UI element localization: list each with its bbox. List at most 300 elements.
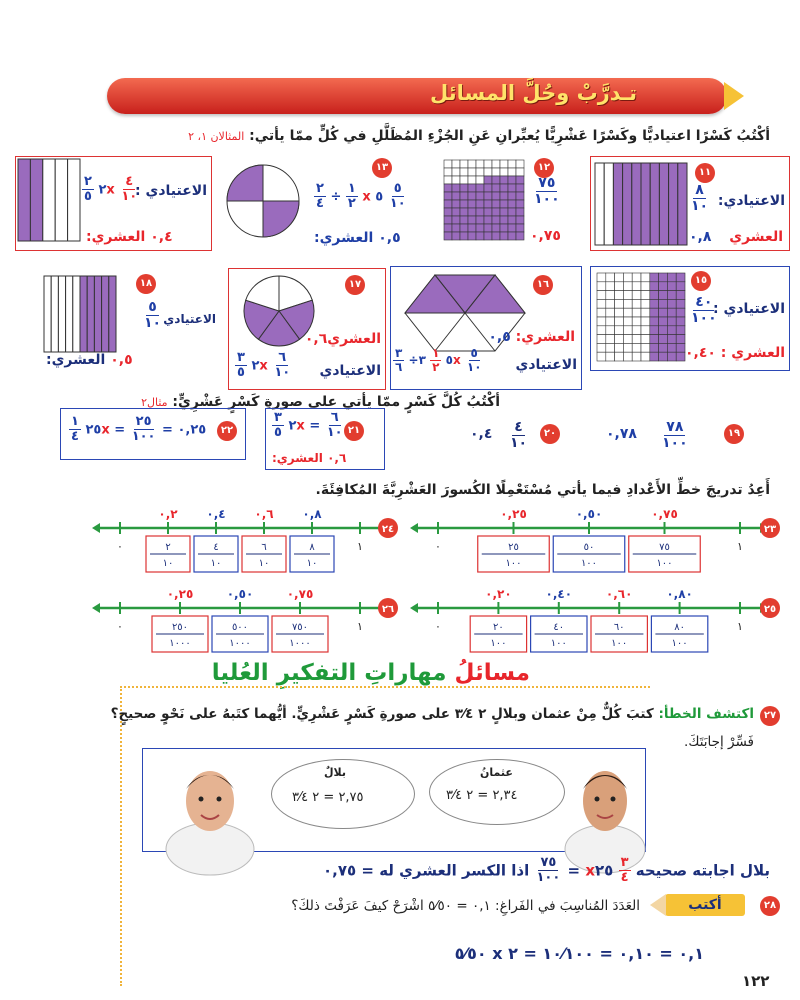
higher-order-skills-heading [212, 660, 530, 686]
exercise-badge: ١٥ [691, 271, 711, 291]
decimal-top-label: ٠,٥٠ [575, 507, 603, 521]
grid-cell [500, 216, 508, 224]
dotted-divider [120, 686, 650, 688]
exercise-badge-label: ٢٣ [763, 524, 777, 535]
grid-cell [650, 282, 659, 291]
grid-cell [623, 343, 632, 352]
exercise-badge-label: ٢٦ [381, 604, 395, 615]
working-fractions: $\frac{٦}{١٠}$ ٢x $\frac{٣}{٥}$ [237, 350, 291, 381]
grid-cell [484, 184, 492, 192]
grid-cell [659, 308, 668, 317]
grid-cell [641, 273, 650, 282]
grid-cell [468, 184, 476, 192]
tick-label-zero: ٠ [117, 620, 123, 633]
working-fractions: $\frac{٦}{١٠}$ = ٢x $\frac{٣}{٥}$ [274, 410, 343, 441]
grid-cell [468, 232, 476, 240]
grid-cell [444, 176, 452, 184]
grid-cell [468, 192, 476, 200]
grid-cell [484, 192, 492, 200]
grid-cell [606, 326, 615, 335]
grid-cell [606, 308, 615, 317]
grid-cell [492, 208, 500, 216]
grid-cell [500, 184, 508, 192]
answer-27: بلال اجابته صحيحه $\frac{٣}{٤}$ x٢٥ = $\frac{٧٥}{١٠٠}$ اذا الكسر العشري له = ٠,٧٥ [323, 855, 770, 886]
exercise-17 [228, 268, 386, 390]
grid-cell [508, 232, 516, 240]
grid-cell [667, 335, 676, 344]
bar-cell [68, 159, 80, 241]
grid-cell [623, 308, 632, 317]
instruction-1-ref: المثالان ١، ٢ [188, 130, 245, 143]
grid-cell [500, 208, 508, 216]
write-pencil-label: أكتب [665, 894, 745, 916]
grid-cell [444, 224, 452, 232]
grid-cell [597, 335, 606, 344]
grid-cell [623, 273, 632, 282]
exercise-badge: ١٢ [534, 158, 554, 178]
grid-cell [468, 160, 476, 168]
grid-cell [659, 317, 668, 326]
grid-cell [468, 176, 476, 184]
number-line-26 [92, 587, 398, 652]
grid-cell [452, 160, 460, 168]
grid-cell [460, 224, 468, 232]
question-27-text: كتبَ كُلٌّ مِنْ عثمان وبلالٍ ٢ ٣⁄٤ على صورةِ كَسْرٍ عَشْرِيٍّ. أيُّهما كتَبهُ على نَحْوٍ صحيحٍ؟ [110, 706, 654, 722]
grid-cell [492, 200, 500, 208]
decimal-top-label: ٠,٧٥ [286, 587, 314, 601]
common-fraction: $\frac{٤}{١٠}$ [510, 419, 528, 452]
fraction-denominator: ١٠ [162, 558, 174, 569]
grid-cell [597, 317, 606, 326]
grid-cell [444, 208, 452, 216]
grid-cell [641, 326, 650, 335]
grid-cell [676, 273, 685, 282]
decimal-row: ٠,٦ العشري: [272, 451, 347, 465]
bar-cell [73, 276, 80, 352]
grid-cell [452, 216, 460, 224]
grid-cell [632, 317, 641, 326]
grid-cell [676, 317, 685, 326]
grid-cell [667, 299, 676, 308]
fraction-denominator: ١٠٠٠ [169, 638, 191, 649]
grid-cell [667, 326, 676, 335]
grid-cell [615, 308, 624, 317]
fraction-denominator: ١٠٠ [490, 638, 507, 649]
grid-cell [632, 343, 641, 352]
bilal-answer: ٢,٧٥ = ٢ ٣⁄٤ [292, 790, 364, 805]
fraction-numerator: ٢٥ [508, 542, 519, 553]
grid-cell [676, 308, 685, 317]
tick-label-zero: ٠ [117, 540, 123, 553]
instruction-2-text: أكْتُبُ كُلَّ كَسْرٍ ممّا يأتي على صورةِ كَسْرٍ عَشْرِيٍّ: [172, 394, 500, 410]
grid-cell [641, 282, 650, 291]
grid-cell [606, 299, 615, 308]
decimal-top-label: ٠,٨٠ [666, 587, 693, 601]
grid-cell [650, 352, 659, 361]
grid-cell [476, 208, 484, 216]
exercise-20 [466, 420, 586, 456]
exercise-22 [60, 408, 246, 460]
fraction-denominator: ١٠٠ [505, 558, 522, 569]
bar-cell [641, 163, 650, 245]
bar-cell [678, 163, 687, 245]
decimal-value: ٠,٧٥ [530, 228, 561, 244]
working-fractions: $\frac{٤}{١٠}$ ٢x $\frac{٢}{٥}$ [84, 174, 138, 205]
grid-cell [606, 335, 615, 344]
decimal-row: العشري : ٠,٤٠ [684, 345, 785, 361]
grid-cell [508, 200, 516, 208]
grid-cell [667, 352, 676, 361]
arrow-left-icon [410, 523, 418, 533]
bar-cell [632, 163, 641, 245]
common-fraction: $\frac{٤٠}{١٠٠}$ [691, 294, 717, 327]
exercise-badge-28: ٢٨ [760, 896, 780, 916]
grid-cell [484, 200, 492, 208]
grid-cell [468, 200, 476, 208]
grid-cell [597, 299, 606, 308]
exercise-badge: ٢٢ [217, 421, 237, 441]
grid-cell [516, 208, 524, 216]
section-banner [107, 78, 727, 114]
grid-cell [676, 282, 685, 291]
grid-cell [623, 352, 632, 361]
grid-cell [452, 224, 460, 232]
bar-cell [595, 163, 604, 245]
grid-cell [444, 184, 452, 192]
grid-cell [676, 335, 685, 344]
working-fractions: $\frac{٥}{١٠}$ ٥ x $\frac{١}{٢}$ ÷ $\frac{٢}{٤}$ [316, 181, 406, 212]
grid-cell [492, 160, 500, 168]
question-27-explain: فَسِّرْ إجابَتَكَ. [684, 734, 754, 750]
grid-cell [615, 291, 624, 300]
grid-cell [516, 200, 524, 208]
grid-cell [632, 352, 641, 361]
arrow-left-icon [92, 603, 100, 613]
grid-cell [444, 192, 452, 200]
grid-cell [500, 224, 508, 232]
grid-cell [444, 168, 452, 176]
fraction-denominator: ١٠٠ [611, 638, 628, 649]
grid-cell [452, 232, 460, 240]
grid-cell [452, 184, 460, 192]
grid-cell [516, 168, 524, 176]
tick-label-one: ١ [357, 620, 363, 633]
grid-cell [659, 291, 668, 300]
decimal-top-label: ٠,٢٥ [500, 507, 527, 521]
grid-cell [641, 317, 650, 326]
othman-bubble [429, 759, 565, 825]
decimal-row: العشري٠,٦ [304, 331, 381, 347]
banner-arrow-icon [724, 82, 744, 110]
exercise-badge-27: ٢٧ [760, 706, 780, 726]
grid-cell [606, 352, 615, 361]
grid-cell [476, 232, 484, 240]
fraction-numerator: ٧٥٠ [291, 622, 309, 633]
arrow-left-icon [92, 523, 100, 533]
grid-cell [452, 200, 460, 208]
number-lines-svg [0, 500, 800, 670]
grid-cell [468, 208, 476, 216]
grid-cell [460, 184, 468, 192]
grid-cell [615, 317, 624, 326]
othman-avatar [563, 761, 647, 851]
number-line-25 [410, 587, 780, 652]
instruction-1 [188, 128, 770, 144]
decimal-top-label: ٠,٦٠ [605, 587, 633, 601]
grid-cell [623, 282, 632, 291]
exercise-14 [15, 156, 212, 251]
grid-cell [650, 291, 659, 300]
grid-cell [516, 184, 524, 192]
common-label: الاعتيادي: [717, 193, 785, 209]
grid-cell [632, 335, 641, 344]
grid-cell [500, 192, 508, 200]
grid-cell [597, 343, 606, 352]
common-fraction: $\frac{٥}{١٠}$ [144, 299, 162, 332]
grid-cell [623, 299, 632, 308]
grid-cell [484, 176, 492, 184]
grid-cell [632, 299, 641, 308]
grid-cell [667, 343, 676, 352]
grid-cell [632, 291, 641, 300]
tick-label-one: ١ [357, 540, 363, 553]
exercise-11 [590, 156, 790, 251]
banner-title: تـدرَّبْ وحُلَّ المسائل [430, 81, 637, 105]
bilal-name: بلالٌ [324, 766, 347, 779]
answer-28: ٠,١ = ٠,١٠ = ١٠⁄١٠٠ = ٢ x ٥⁄٥٠ [454, 944, 704, 963]
grid-cell [508, 176, 516, 184]
bar-cell [623, 163, 632, 245]
grid-cell [492, 176, 500, 184]
bar-cell [87, 276, 94, 352]
grid-cell [659, 352, 668, 361]
number-lines [0, 500, 800, 670]
grid-cell [676, 326, 685, 335]
grid-cell [460, 168, 468, 176]
bilal-avatar [165, 761, 255, 851]
fraction-numerator: ٦ [261, 542, 267, 553]
answer-27-text: بلال اجابته صحيحه [635, 861, 770, 880]
grid-cell [492, 232, 500, 240]
grid-cell [516, 176, 524, 184]
grid-cell [484, 232, 492, 240]
grid-cell [606, 343, 615, 352]
grid-cell [484, 216, 492, 224]
bar-cell [43, 159, 55, 241]
fraction-numerator: ٢٥٠ [171, 622, 189, 633]
grid-cell [641, 299, 650, 308]
bar-cell [51, 276, 58, 352]
grid-cell [623, 317, 632, 326]
grid-cell [650, 299, 659, 308]
instruction-1-text: أكْتُبُ كَسْرًا اعتياديًّا وكَسْرًا عَشْرِيًّا يُعبِّرانِ عَنِ الجُزْءِ المُظَلَّلِ في كُلٍّ ممّا يأتي: [249, 128, 770, 144]
grid-cell [667, 282, 676, 291]
decimal-top-label: ٠,٦ [254, 507, 274, 521]
decimal-top-label: ٠,٢٠ [485, 587, 512, 601]
grid-cell [476, 200, 484, 208]
grid-cell [468, 216, 476, 224]
grid-cell [476, 160, 484, 168]
decimal-row: ٠,٥ العشري: [46, 352, 133, 368]
othman-name: عثمانُ [480, 766, 513, 779]
pencil-icon [650, 894, 666, 916]
decimal-label: العشري [729, 229, 783, 245]
grid-cell [667, 317, 676, 326]
fraction-numerator: ٦٠ [613, 622, 625, 633]
bar-cell [109, 276, 116, 352]
grid-cell [650, 326, 659, 335]
grid-cell [641, 308, 650, 317]
exercise-12 [434, 156, 584, 251]
grid-cell [597, 291, 606, 300]
fraction-numerator: ٥٠٠ [231, 622, 249, 633]
fraction-denominator: ١٠٠ [656, 558, 673, 569]
common-label: الاعتيادي [319, 363, 381, 379]
grid-cell [468, 224, 476, 232]
grid-cell [460, 232, 468, 240]
dotted-divider-vertical [120, 686, 122, 986]
bilal-bubble [271, 759, 415, 829]
exercise-badge: ١٦ [533, 275, 553, 295]
decimal-top-label: ٠,٢٥ [166, 587, 194, 601]
grid-cell [615, 343, 624, 352]
exercise-badge-label: ٢٥ [763, 604, 777, 615]
grid-cell [492, 224, 500, 232]
grid-cell [444, 216, 452, 224]
decimal-top-label: ٠,٢ [158, 507, 178, 521]
fraction-denominator: ١٠٠ [671, 638, 688, 649]
grid-cell [452, 192, 460, 200]
grid-cell [632, 326, 641, 335]
othman-answer: ٢,٣٤ = ٢ ٣⁄٤ [446, 788, 518, 803]
fraction-numerator: ٤٠ [553, 622, 565, 633]
question-27-label: اكتشف الخطأ: [658, 706, 754, 722]
grid-cell [650, 308, 659, 317]
grid-cell [516, 232, 524, 240]
grid-cell [641, 291, 650, 300]
grid-cell [676, 343, 685, 352]
grid-cell [500, 176, 508, 184]
grid-cell [484, 224, 492, 232]
fraction-numerator: ٨٠ [674, 622, 685, 633]
grid-cell [667, 291, 676, 300]
exercise-badge: ١٣ [372, 158, 392, 178]
bars-10-shaded-5 [44, 276, 116, 352]
exercise-badge: ٢١ [344, 421, 364, 441]
exercise-19 [594, 420, 774, 456]
grid-cell [476, 224, 484, 232]
grid-cell [606, 317, 615, 326]
common-label: الاعتيادي [515, 357, 577, 373]
working-fractions: $\frac{٥}{١٠}$ ٥x $\frac{١}{٢}$ ٣÷ $\frac{٣}{٦}$ [395, 346, 482, 375]
grid-cell [650, 343, 659, 352]
grid-cell [508, 208, 516, 216]
fraction-numerator: ٢٠ [493, 622, 504, 633]
grid-cell [460, 208, 468, 216]
exercise-18 [40, 272, 220, 372]
common-label: الاعتيادي : [713, 301, 785, 317]
grid-cell [597, 273, 606, 282]
bar-cell [80, 276, 87, 352]
common-fraction: $\frac{٨}{١٠}$ [691, 182, 709, 215]
grid-cell [659, 326, 668, 335]
decimal-value: ٠,٨ [689, 229, 712, 245]
grid-cell [606, 291, 615, 300]
grid-cell [667, 308, 676, 317]
tick-label-zero: ٠ [435, 620, 441, 633]
grid-cell [659, 299, 668, 308]
grid-cell [676, 352, 685, 361]
grid-cell [659, 273, 668, 282]
fraction-denominator: ١٠ [210, 558, 222, 569]
grid-cell [500, 168, 508, 176]
skills-title-red: مسائلُ [454, 660, 530, 686]
grid-cell [615, 299, 624, 308]
grid-cell [444, 160, 452, 168]
exercise-15 [590, 266, 790, 371]
grid-cell [476, 184, 484, 192]
tick-label-zero: ٠ [435, 540, 441, 553]
grid-cell [659, 282, 668, 291]
bar-cell [44, 276, 51, 352]
error-analysis-panel [142, 748, 646, 852]
grid-cell [452, 176, 460, 184]
bar-cell [659, 163, 668, 245]
instruction-3: أَعِدُ تدريجَ خطِّ الأَعْدادِ فيما يأتي مُسْتَعْمِلًا الكُسورَ العَشْرِيَّةَ المُكافِئَةَ. [315, 482, 770, 498]
grid-cell [623, 326, 632, 335]
grid-cell [615, 352, 624, 361]
tick-label-one: ١ [737, 540, 743, 553]
grid-cell [597, 282, 606, 291]
fraction-numerator: ٢ [165, 542, 171, 553]
grid-cell [452, 168, 460, 176]
exercise-13 [222, 156, 432, 251]
working-fractions: ٠,٢٥ = $\frac{٢٥}{١٠٠}$ = ٢٥x $\frac{١}{٤}$ [71, 414, 207, 445]
grid-cell [632, 282, 641, 291]
bar-cell [650, 163, 659, 245]
grid-cell [615, 273, 624, 282]
circle-4-parts-shaded-2 [226, 164, 300, 238]
common-fraction: $\frac{٧٨}{١٠٠}$ [662, 419, 688, 452]
exercise-badge: ٢٠ [540, 424, 560, 444]
grid-cell [516, 192, 524, 200]
grid-cell [632, 273, 641, 282]
decimal-top-label: ٠,٨ [302, 507, 322, 521]
grid-cell [468, 168, 476, 176]
grid-cell [650, 317, 659, 326]
grid-cell [500, 200, 508, 208]
fraction-numerator: ٤ [213, 542, 219, 553]
grid-cell [484, 160, 492, 168]
bar-cell [58, 276, 65, 352]
grid-cell [444, 200, 452, 208]
instruction-2-ref: مثال٢ [141, 396, 168, 409]
grid-cell [516, 224, 524, 232]
grid-cell [452, 208, 460, 216]
fraction-numerator: ٥٠ [583, 542, 595, 553]
decimal-top-label: ٠,٥٠ [226, 587, 254, 601]
common-label: الاعتيادي : [135, 183, 207, 199]
grid-cell [615, 282, 624, 291]
common-fraction: $\frac{٧٥}{١٠٠}$ [534, 175, 560, 208]
exercise-badge: ١٩ [724, 424, 744, 444]
grid-cell [460, 216, 468, 224]
common-label: الاعتيادي [163, 312, 216, 326]
grid-cell [623, 335, 632, 344]
exercise-badge: ١١ [695, 163, 715, 183]
grid-cell [492, 216, 500, 224]
exercise-16 [390, 266, 582, 390]
